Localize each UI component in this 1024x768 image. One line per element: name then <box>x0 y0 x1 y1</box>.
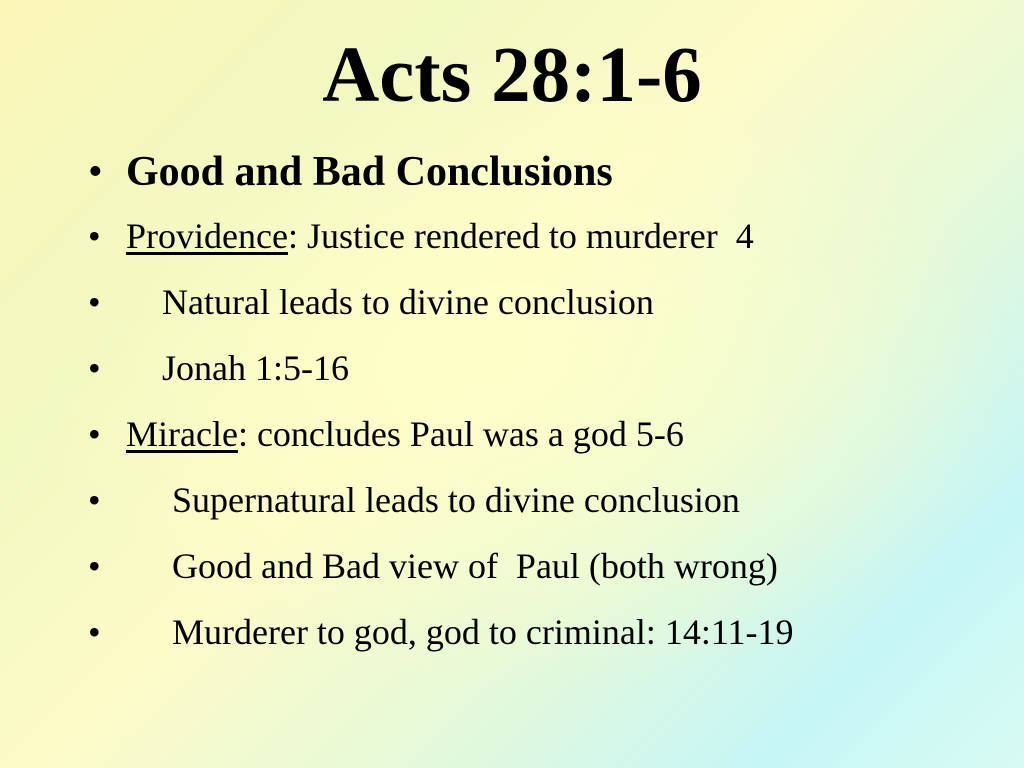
bullet-text: Murderer to god, god to criminal: 14:11-19 <box>172 612 794 652</box>
bullet-item <box>88 140 613 204</box>
bullet-marker: • <box>88 348 101 388</box>
bullet-term-description: : concludes Paul was a god 5-6 <box>237 414 684 454</box>
bullet-text: Good and Bad view of Paul (both wrong) <box>172 546 778 586</box>
bullet-marker: • <box>88 282 101 322</box>
slide-title: Acts 28:1-6 <box>322 32 702 119</box>
bullet-text <box>126 402 684 466</box>
bullet-text: Good and Bad Conclusions <box>126 149 613 195</box>
bullet-marker: • <box>88 546 101 586</box>
bullet-marker: • <box>88 216 101 256</box>
bullet-text: Supernatural leads to divine conclusion <box>172 480 740 520</box>
bullet-item <box>88 468 740 534</box>
bullet-item <box>88 336 349 402</box>
bullet-item <box>88 204 754 270</box>
bullet-marker: • <box>88 414 101 454</box>
bullet-term: Miracle <box>126 414 238 454</box>
bullet-item <box>88 270 654 336</box>
bullet-text: Jonah 1:5-16 <box>162 348 349 388</box>
bullet-marker: • <box>88 480 101 520</box>
bullet-item <box>88 534 778 600</box>
bullet-marker: • <box>88 612 101 652</box>
bullet-term-description: : Justice rendered to murderer 4 <box>287 216 754 256</box>
bullet-marker: • <box>88 149 103 195</box>
bullet-list <box>88 140 794 666</box>
bullet-item <box>88 402 684 468</box>
bullet-item <box>88 600 794 666</box>
bullet-text <box>126 204 754 268</box>
bullet-term: Providence <box>126 216 288 256</box>
bullet-text: Natural leads to divine conclusion <box>162 282 654 322</box>
